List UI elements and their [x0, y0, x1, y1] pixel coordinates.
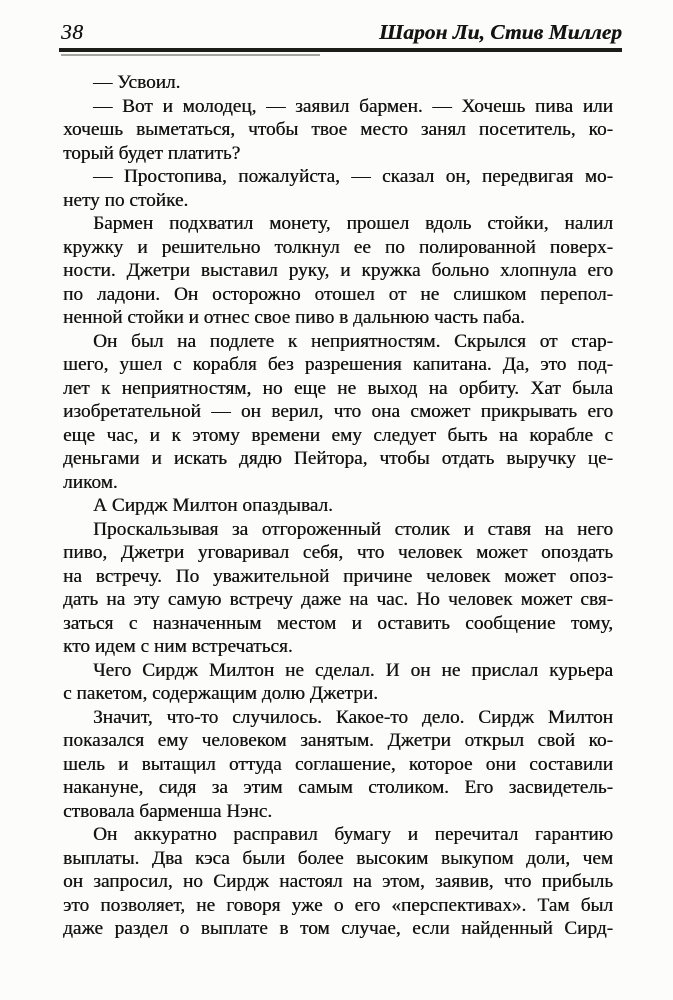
text-line: — Усвоил.: [93, 72, 181, 93]
text-line: Он аккуратно расправил бумагу и перечитал гарантию: [93, 824, 613, 845]
text-line: деньгами и искать дядю Пейтора, чтобы отдать выручку це-: [63, 448, 613, 469]
page-number: 38: [61, 20, 84, 44]
text-line: на встречу. По уважительной причине человек может опоз-: [63, 565, 613, 587]
text-line: изобретательной — он верил, что она сможет прикрывать его: [63, 401, 613, 422]
text-line: шего, ушел с корабля без разрешения капитана. Да, это под-: [63, 354, 613, 375]
page-body: [63, 71, 613, 941]
text-line: пиво, Джетри уговаривал себя, что человек может опоздать: [63, 542, 613, 563]
text-line: торый будет платить?: [63, 142, 241, 164]
text-line: накануне, сидя за этим самым столиком. Его засвидетель-: [63, 777, 613, 798]
text-line: с пакетом, содержащим долю Джетри.: [63, 683, 378, 704]
text-line: Бармен подхватил монету, прошел вдоль стойки, налил: [93, 213, 613, 234]
text-line: — Вот и молодец, — заявил бармен. — Хочешь пива или: [93, 95, 613, 117]
text-line: кто идем с ним встречаться.: [63, 636, 293, 657]
text-line: ненной стойки и отнес свое пиво в дальнюю часть паба.: [63, 307, 525, 328]
text-line: кружку и решительно толкнул ее по полированной поверх-: [63, 236, 613, 258]
text-line: лет к неприятностям, но еще не выход на орбиту. Хат была: [63, 377, 613, 399]
text-line: он запросил, но Сирдж настоял на этом, заявив, что прибыль: [63, 871, 613, 892]
text-line: выплаты. Два кэса были более высоким выкупом доли, чем: [63, 847, 613, 869]
text-line: шель и вытащил оттуда соглашение, которое они составили: [63, 753, 613, 775]
text-line: — Простопива, пожалуйста, — сказал он, передвигая мо-: [93, 166, 613, 187]
text-line: Чего Сирдж Милтон не сделал. И он не прислал курьера: [93, 659, 613, 681]
text-line: Он был на подлете к неприятностям. Скрылся от стар-: [93, 330, 613, 352]
text-line: еще час, и к этому времени ему следует быть на корабле с: [63, 424, 613, 446]
text-line: ности. Джетри выставил руку, и кружка больно хлопнула его: [63, 260, 613, 281]
text-line: заться с назначенным местом и оставить сообщение тому,: [63, 612, 613, 634]
text-line: Проскальзывая за отгороженный столик и ставя на него: [93, 518, 613, 540]
text-line: дать на эту самую встречу даже на час. Но человек может свя-: [63, 589, 613, 610]
running-header: [61, 20, 622, 47]
text-line: ствовала барменша Нэнс.: [63, 800, 273, 822]
text-line: хочешь выметаться, чтобы твое место занял посетитель, ко-: [63, 119, 613, 140]
text-line: это позволяет, не говоря уже о его «перспективах». Там был: [63, 894, 613, 916]
text-line: по ладони. Он осторожно отошел от не слишком перепол-: [63, 283, 613, 305]
running-title: Шарон Ли, Стив Миллер: [379, 20, 622, 44]
text-line: показался ему человеком занятым. Джетри открыл свой ко-: [63, 730, 613, 751]
header-rule-divider: [59, 48, 622, 52]
text-line: Значит, что-то случилось. Какое-то дело. Сирдж Милтон: [93, 706, 613, 728]
text-line: нету по стойке.: [63, 189, 189, 211]
text-line: даже раздел о выплате в том случае, если найденный Сирд-: [63, 918, 613, 939]
text-line: А Сирдж Милтон опаздывал.: [93, 495, 333, 516]
text-line: ликом.: [63, 471, 118, 493]
